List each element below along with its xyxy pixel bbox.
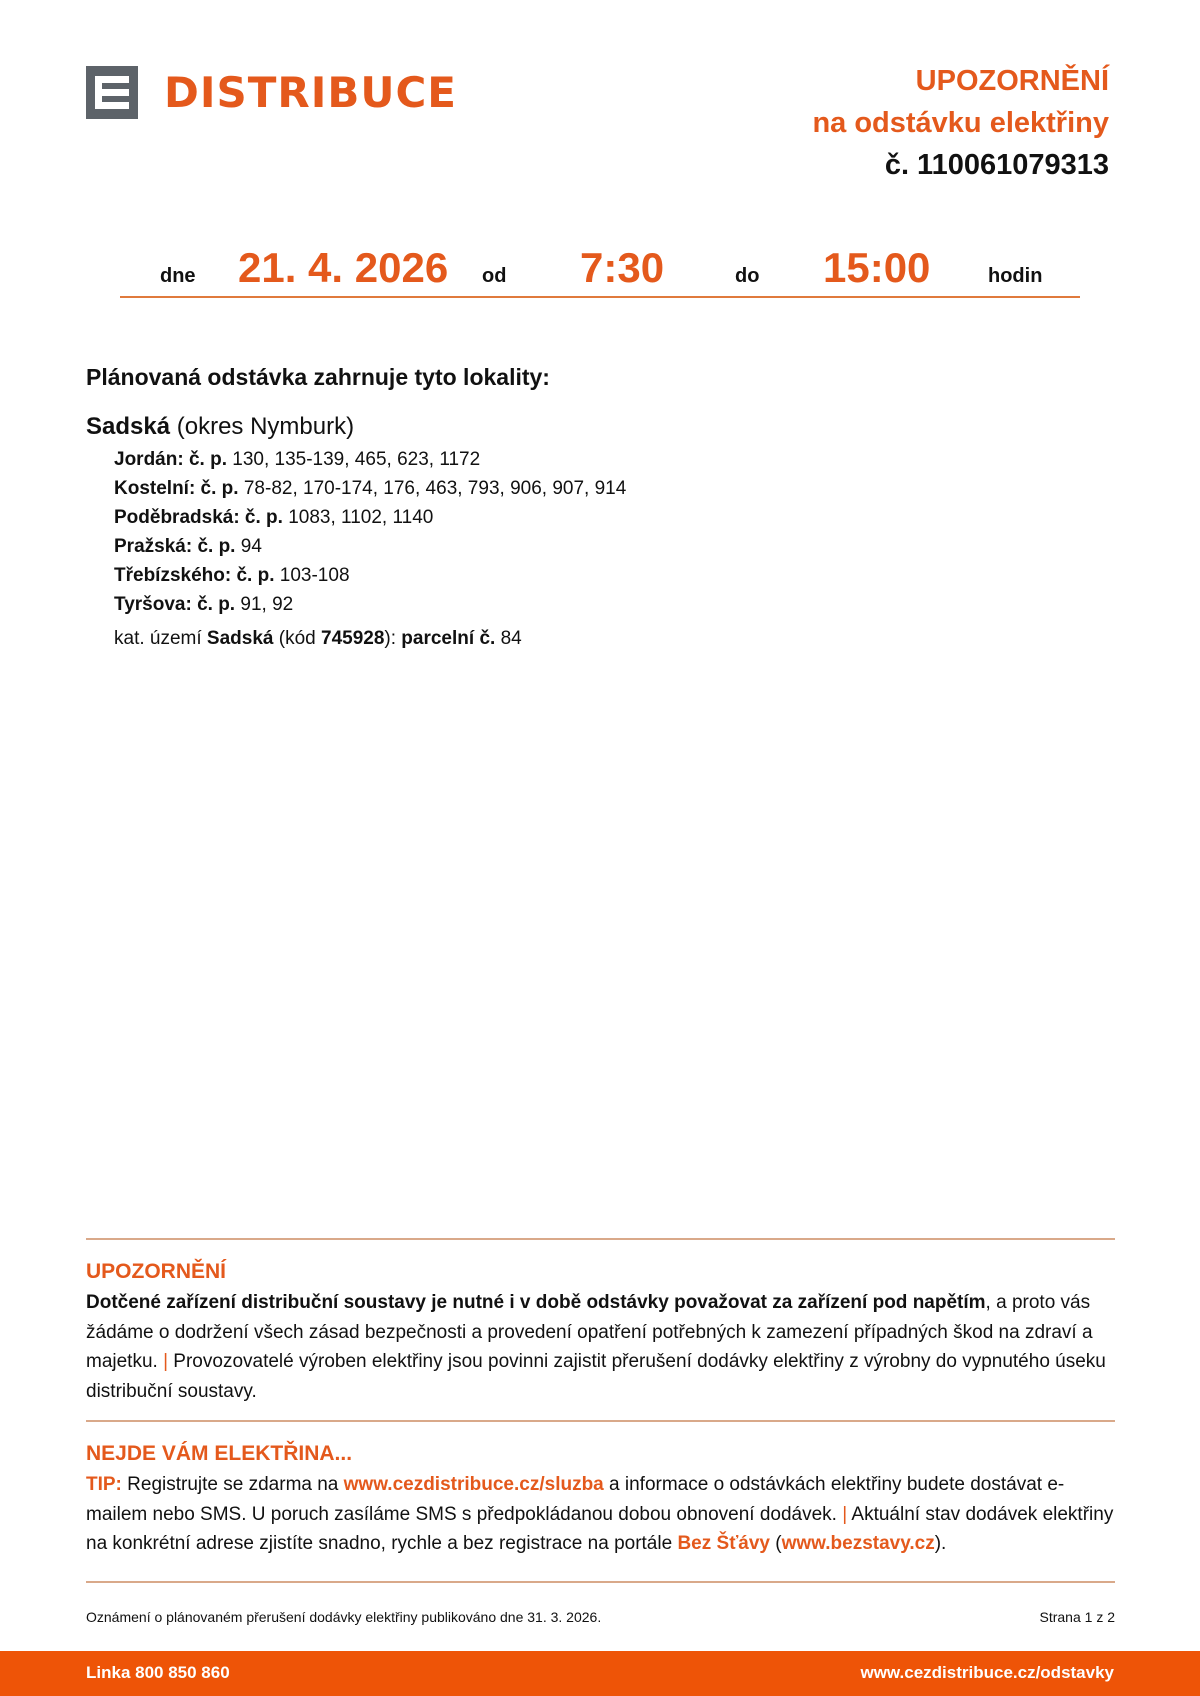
code-prefix: (kód	[273, 628, 321, 649]
time-from: 7:30	[580, 244, 665, 291]
house-number-label: č. p.	[231, 565, 275, 586]
company-logo	[86, 66, 457, 119]
street-name: Poděbradská:	[114, 507, 240, 528]
page-number: Strana 1 z 2	[1039, 1609, 1115, 1625]
tip-text-5: ).	[934, 1533, 947, 1554]
town-heading	[86, 413, 354, 441]
separator: |	[163, 1351, 169, 1372]
separator: |	[842, 1503, 848, 1525]
notice-title: UPOZORNĚNÍ	[915, 65, 1109, 97]
notice-subtitle: na odstávku elektřiny	[812, 107, 1109, 139]
house-number-label: č. p.	[195, 478, 239, 499]
footer-bar	[0, 1651, 1200, 1696]
house-number-label: č. p.	[191, 594, 236, 615]
service-link[interactable]: www.cezdistribuce.cz/sluzba	[343, 1474, 604, 1495]
street-name: Jordán:	[114, 449, 184, 470]
street-item	[114, 535, 626, 564]
label-hours: hodin	[988, 265, 1043, 287]
street-name: Pražská:	[114, 536, 193, 557]
hotline-text: Linka 800 850 860	[86, 1663, 230, 1682]
cez-e-logo-icon	[86, 66, 138, 119]
warning-title: UPOZORNĚNÍ	[86, 1260, 227, 1283]
logo-text: DISTRIBUCE	[164, 68, 457, 117]
localities-title: Plánovaná odstávka zahrnuje tyto lokality:	[86, 364, 550, 390]
house-numbers: 94	[235, 536, 262, 557]
bez-stavy-link[interactable]: Bez Šťávy	[677, 1533, 770, 1554]
tip-label: TIP:	[86, 1474, 122, 1495]
street-name: Kostelní:	[114, 478, 196, 499]
divider	[86, 1581, 1115, 1583]
street-item	[114, 448, 626, 477]
parcel-prefix: kat. území	[114, 628, 207, 649]
label-to: do	[735, 265, 760, 287]
outage-date: 21. 4. 2026	[238, 244, 449, 291]
street-item	[114, 506, 626, 535]
notice-number: č. 110061079313	[884, 149, 1109, 181]
code-suffix: ):	[384, 628, 402, 649]
house-number-label: č. p.	[192, 536, 236, 557]
street-item	[114, 564, 626, 593]
warning-bold: Dotčené zařízení distribuční soustavy je nutné i v době odstávky považovat za zařízení pod napětím	[86, 1292, 986, 1313]
outage-schedule	[120, 244, 1080, 298]
tip-text	[86, 1470, 1121, 1559]
parcel-number: 84	[495, 628, 522, 649]
label-day: dne	[160, 265, 196, 287]
house-number-label: č. p.	[183, 449, 227, 470]
house-number-label: č. p.	[239, 507, 283, 528]
parcel-item	[114, 627, 626, 651]
divider	[86, 1238, 1115, 1240]
parcel-label: parcelní č.	[401, 628, 496, 649]
street-name: Třebízského:	[114, 565, 232, 586]
time-to: 15:00	[823, 244, 931, 291]
town-district: (okres Nymburk)	[170, 413, 355, 440]
tip-text-1: Registrujte se zdarma na	[121, 1474, 344, 1495]
street-list	[114, 448, 626, 651]
house-numbers: 130, 135-139, 465, 623, 1172	[226, 449, 481, 470]
street-item	[114, 593, 626, 622]
cadastral-area: Sadská	[206, 628, 274, 649]
tip-text-3: Aktuální stav dodávek elektřiny na konkrétní adrese zjistíte snadno, rychle a bez registrace na portále	[86, 1503, 1114, 1554]
warning-text-2: Provozovatelé výroben elektřiny jsou povinni zajistit přerušení dodávky elektřiny z výrobny do vypnutého úseku distribuční soustavy.	[86, 1351, 1106, 1402]
cadastral-code: 745928	[321, 628, 385, 649]
outages-website-link[interactable]: www.cezdistribuce.cz/odstavky	[860, 1663, 1114, 1682]
street-name: Tyršova:	[114, 594, 192, 615]
house-numbers: 78-82, 170-174, 176, 463, 793, 906, 907, 914	[238, 478, 627, 499]
street-item	[114, 477, 626, 506]
tip-title: NEJDE VÁM ELEKTŘINA...	[86, 1442, 353, 1465]
warning-text-1: , a proto vás žádáme o dodržení všech zásad bezpečnosti a provedení opatření potřebných k zamezení případných škod na zdraví a majetku.	[86, 1292, 1093, 1372]
bezstavy-url-link[interactable]: www.bezstavy.cz	[781, 1533, 935, 1554]
label-from: od	[482, 265, 507, 287]
divider	[86, 1420, 1115, 1422]
house-numbers: 91, 92	[235, 594, 294, 615]
tip-text-4: (	[770, 1533, 782, 1554]
notice-heading	[812, 60, 1109, 186]
tip-text-2: a informace o odstávkách elektřiny budete dostávat e-mailem nebo SMS. U poruch zasíláme SMS s předpokládanou dobou obnovení dodávek.	[86, 1474, 1065, 1525]
house-numbers: 1083, 1102, 1140	[282, 507, 434, 528]
town-name: Sadská	[86, 413, 171, 440]
warning-text	[86, 1288, 1121, 1406]
house-numbers: 103-108	[274, 565, 350, 586]
publication-note: Oznámení o plánovaném přerušení dodávky elektřiny publikováno dne 31. 3. 2026.	[86, 1609, 602, 1625]
